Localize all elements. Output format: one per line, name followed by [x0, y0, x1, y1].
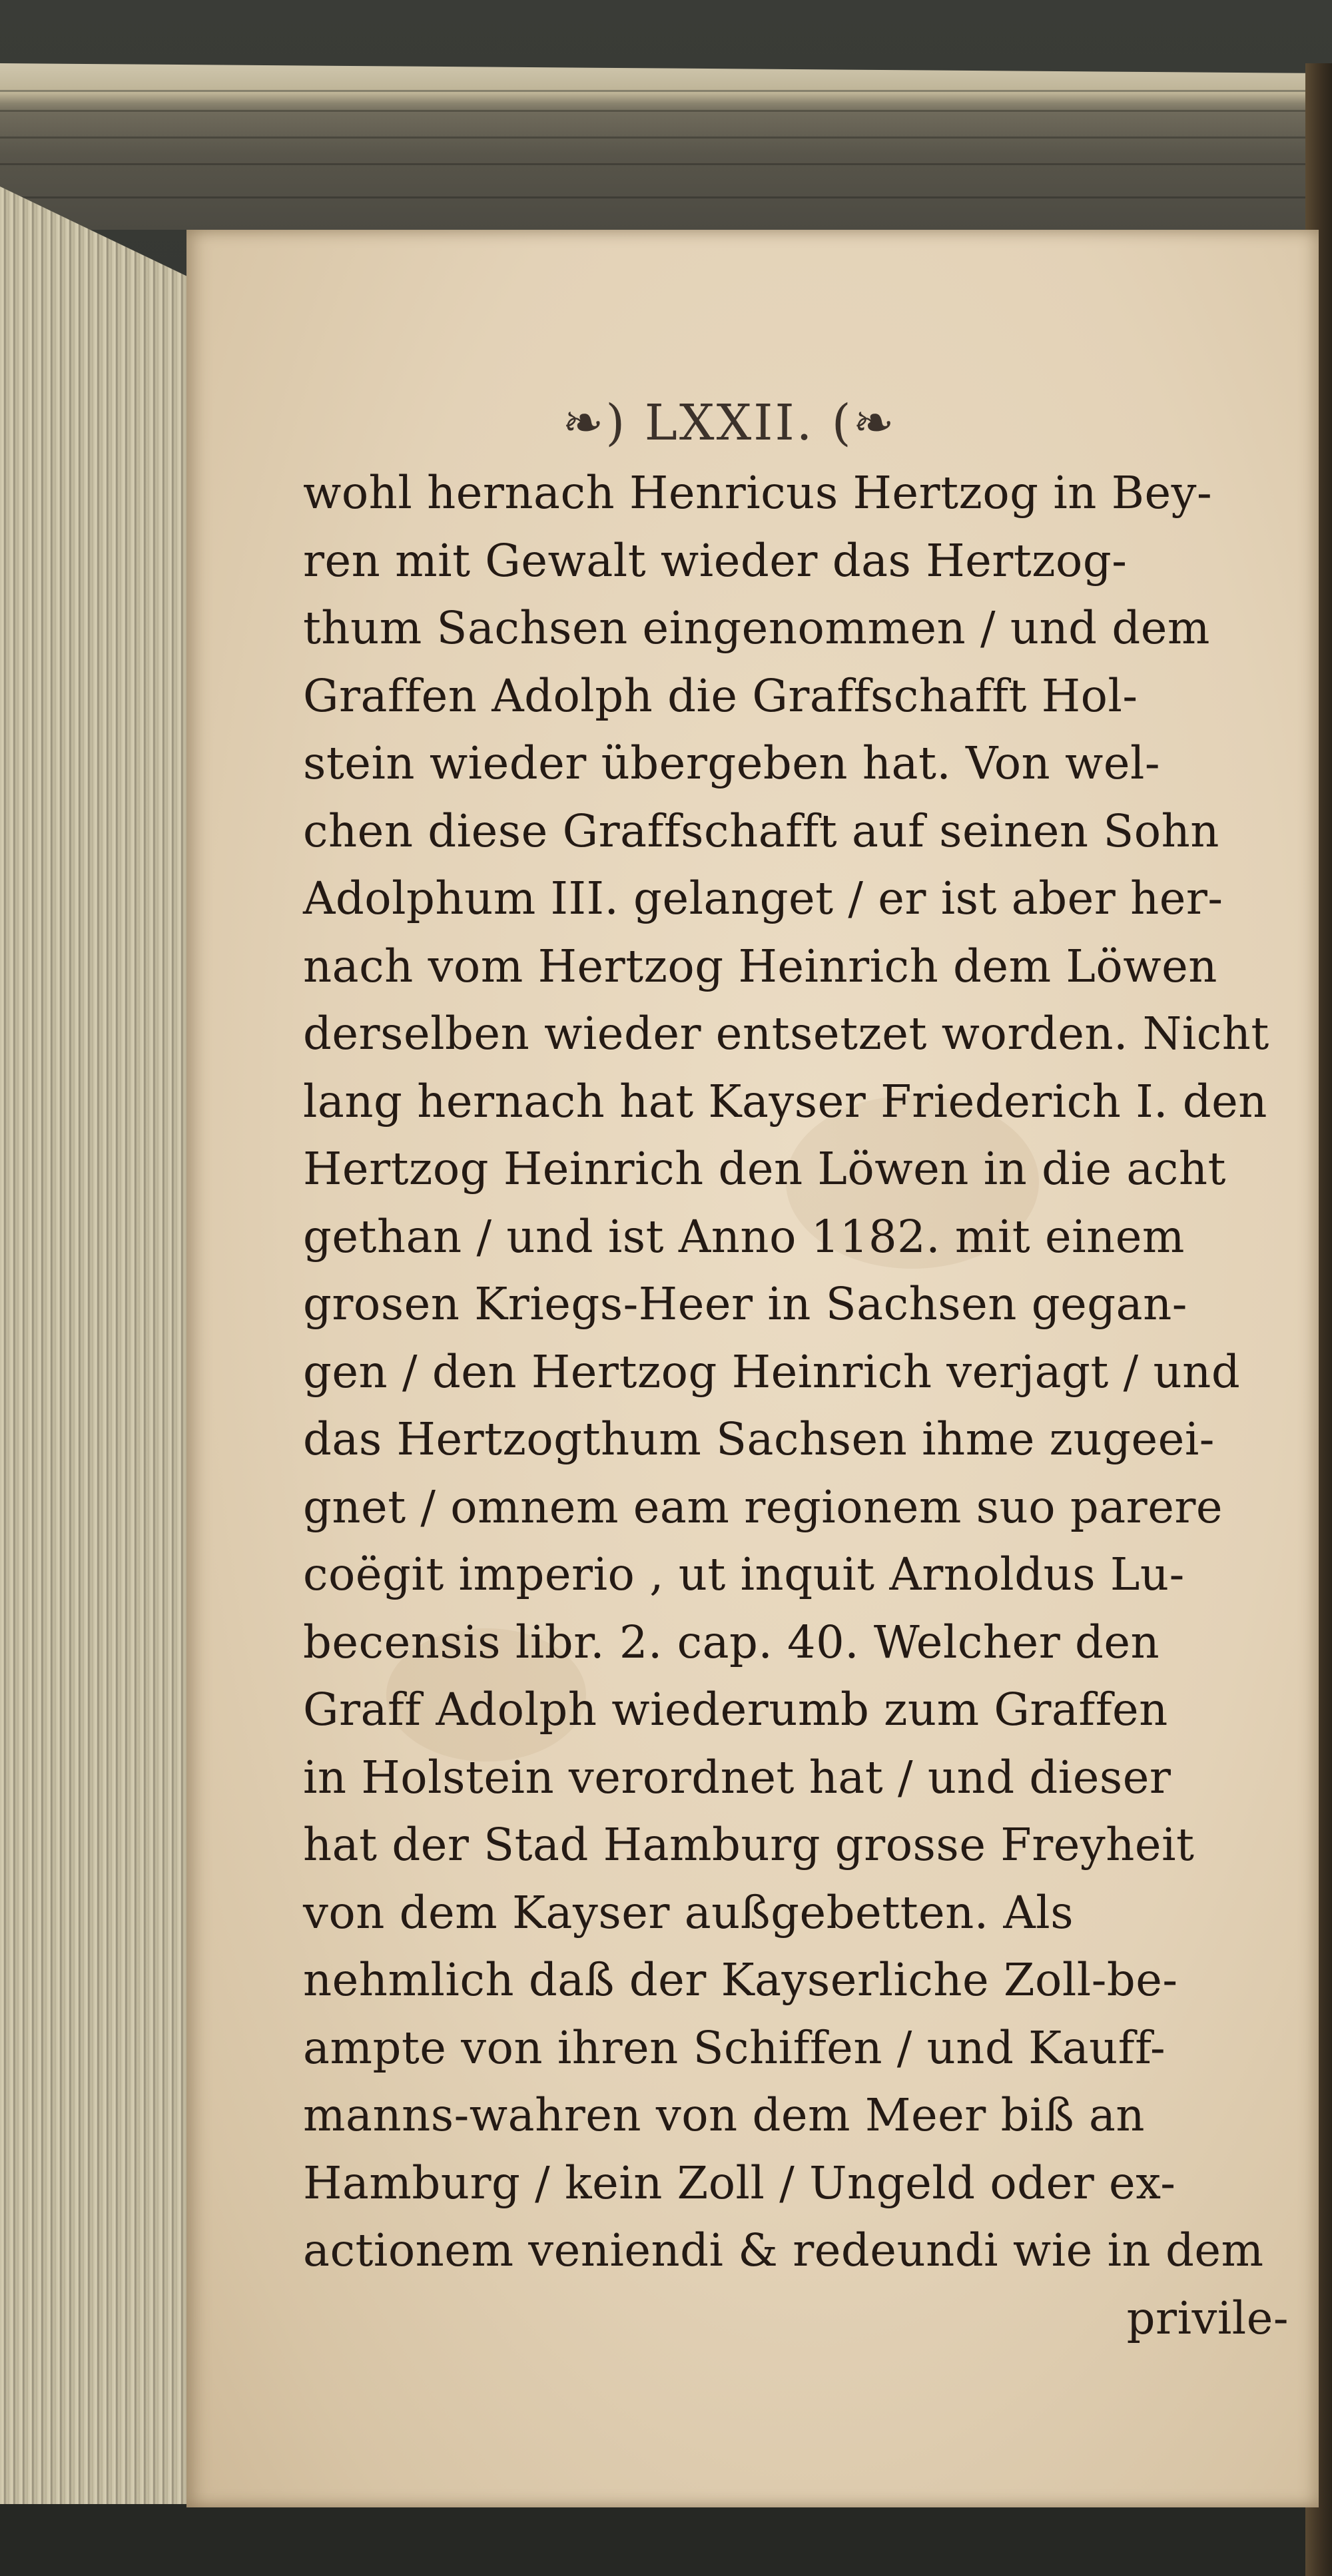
page-header: ❧) LXXII. (❧ [562, 394, 896, 452]
text-line: thum Sachsen eingenommen / und dem [303, 602, 1210, 654]
text-line: gethan / und ist Anno 1182. mit einem [303, 1210, 1185, 1263]
text-line: nach vom Hertzog Heinrich dem Löwen [303, 940, 1217, 992]
text-line: Graff Adolph wiederumb zum Graffen [303, 1684, 1168, 1736]
page-text-block [303, 386, 1302, 2352]
book-page [186, 230, 1319, 2507]
text-line: coëgit imperio , ut inquit Arnoldus Lu- [303, 1548, 1185, 1600]
text-line: das Hertzogthum Sachsen ihme zugeei- [303, 1413, 1215, 1465]
text-line: amptе von ihren Schiffen / und Kauff- [303, 2021, 1166, 2074]
page-stack-edge [0, 186, 193, 2504]
text-line: nehmlich daß der Kayserliche Zoll-be- [303, 1954, 1178, 2006]
text-line: Adolphum III. gelanget / er ist aber her- [303, 872, 1223, 924]
text-line: Graffen Adolph die Graffschafft Hol- [303, 669, 1138, 722]
text-line: ren mit Gewalt wieder das Hertzog- [303, 534, 1128, 587]
text-line: actionem veniendi & redeundi wie in dem [303, 2224, 1264, 2276]
text-line: gen / den Hertzog Heinrich verjagt / und [303, 1345, 1241, 1398]
text-line: derselben wieder entsetzet worden. Nicht [303, 1008, 1269, 1060]
text-line: Hertzog Heinrich den Löwen in die acht [303, 1143, 1226, 1195]
text-line: stein wieder übergeben hat. Von wel- [303, 737, 1161, 789]
text-line: chen diese Graffschafft auf seinen Sohn [303, 805, 1219, 857]
text-line: wohl hernach Henricus Hertzog in Bey- [303, 467, 1213, 519]
text-line: von dem Kayser außgebetten. Als [303, 1886, 1074, 1939]
text-line: in Holstein verordnet hat / und dieser [303, 1751, 1171, 1803]
text-line: manns-wahren von dem Meer biß an [303, 2089, 1146, 2141]
book-top-edge [0, 63, 1325, 230]
text-line: gnet / omnem eam regionem suo parere [303, 1480, 1223, 1533]
text-line: Hamburg / kein Zoll / Ungeld oder ex- [303, 2156, 1176, 2209]
text-line: hat der Stad Hamburg grosse Freyheit [303, 1819, 1195, 1871]
text-line: becensis libr. 2. cap. 40. Welcher den [303, 1616, 1160, 1668]
text-line: grosen Kriegs-Heer in Sachsen gegan- [303, 1278, 1187, 1330]
text-line: lang hernach hat Kayser Friederich I. den [303, 1075, 1267, 1127]
catchword: privile- [1126, 2292, 1289, 2344]
